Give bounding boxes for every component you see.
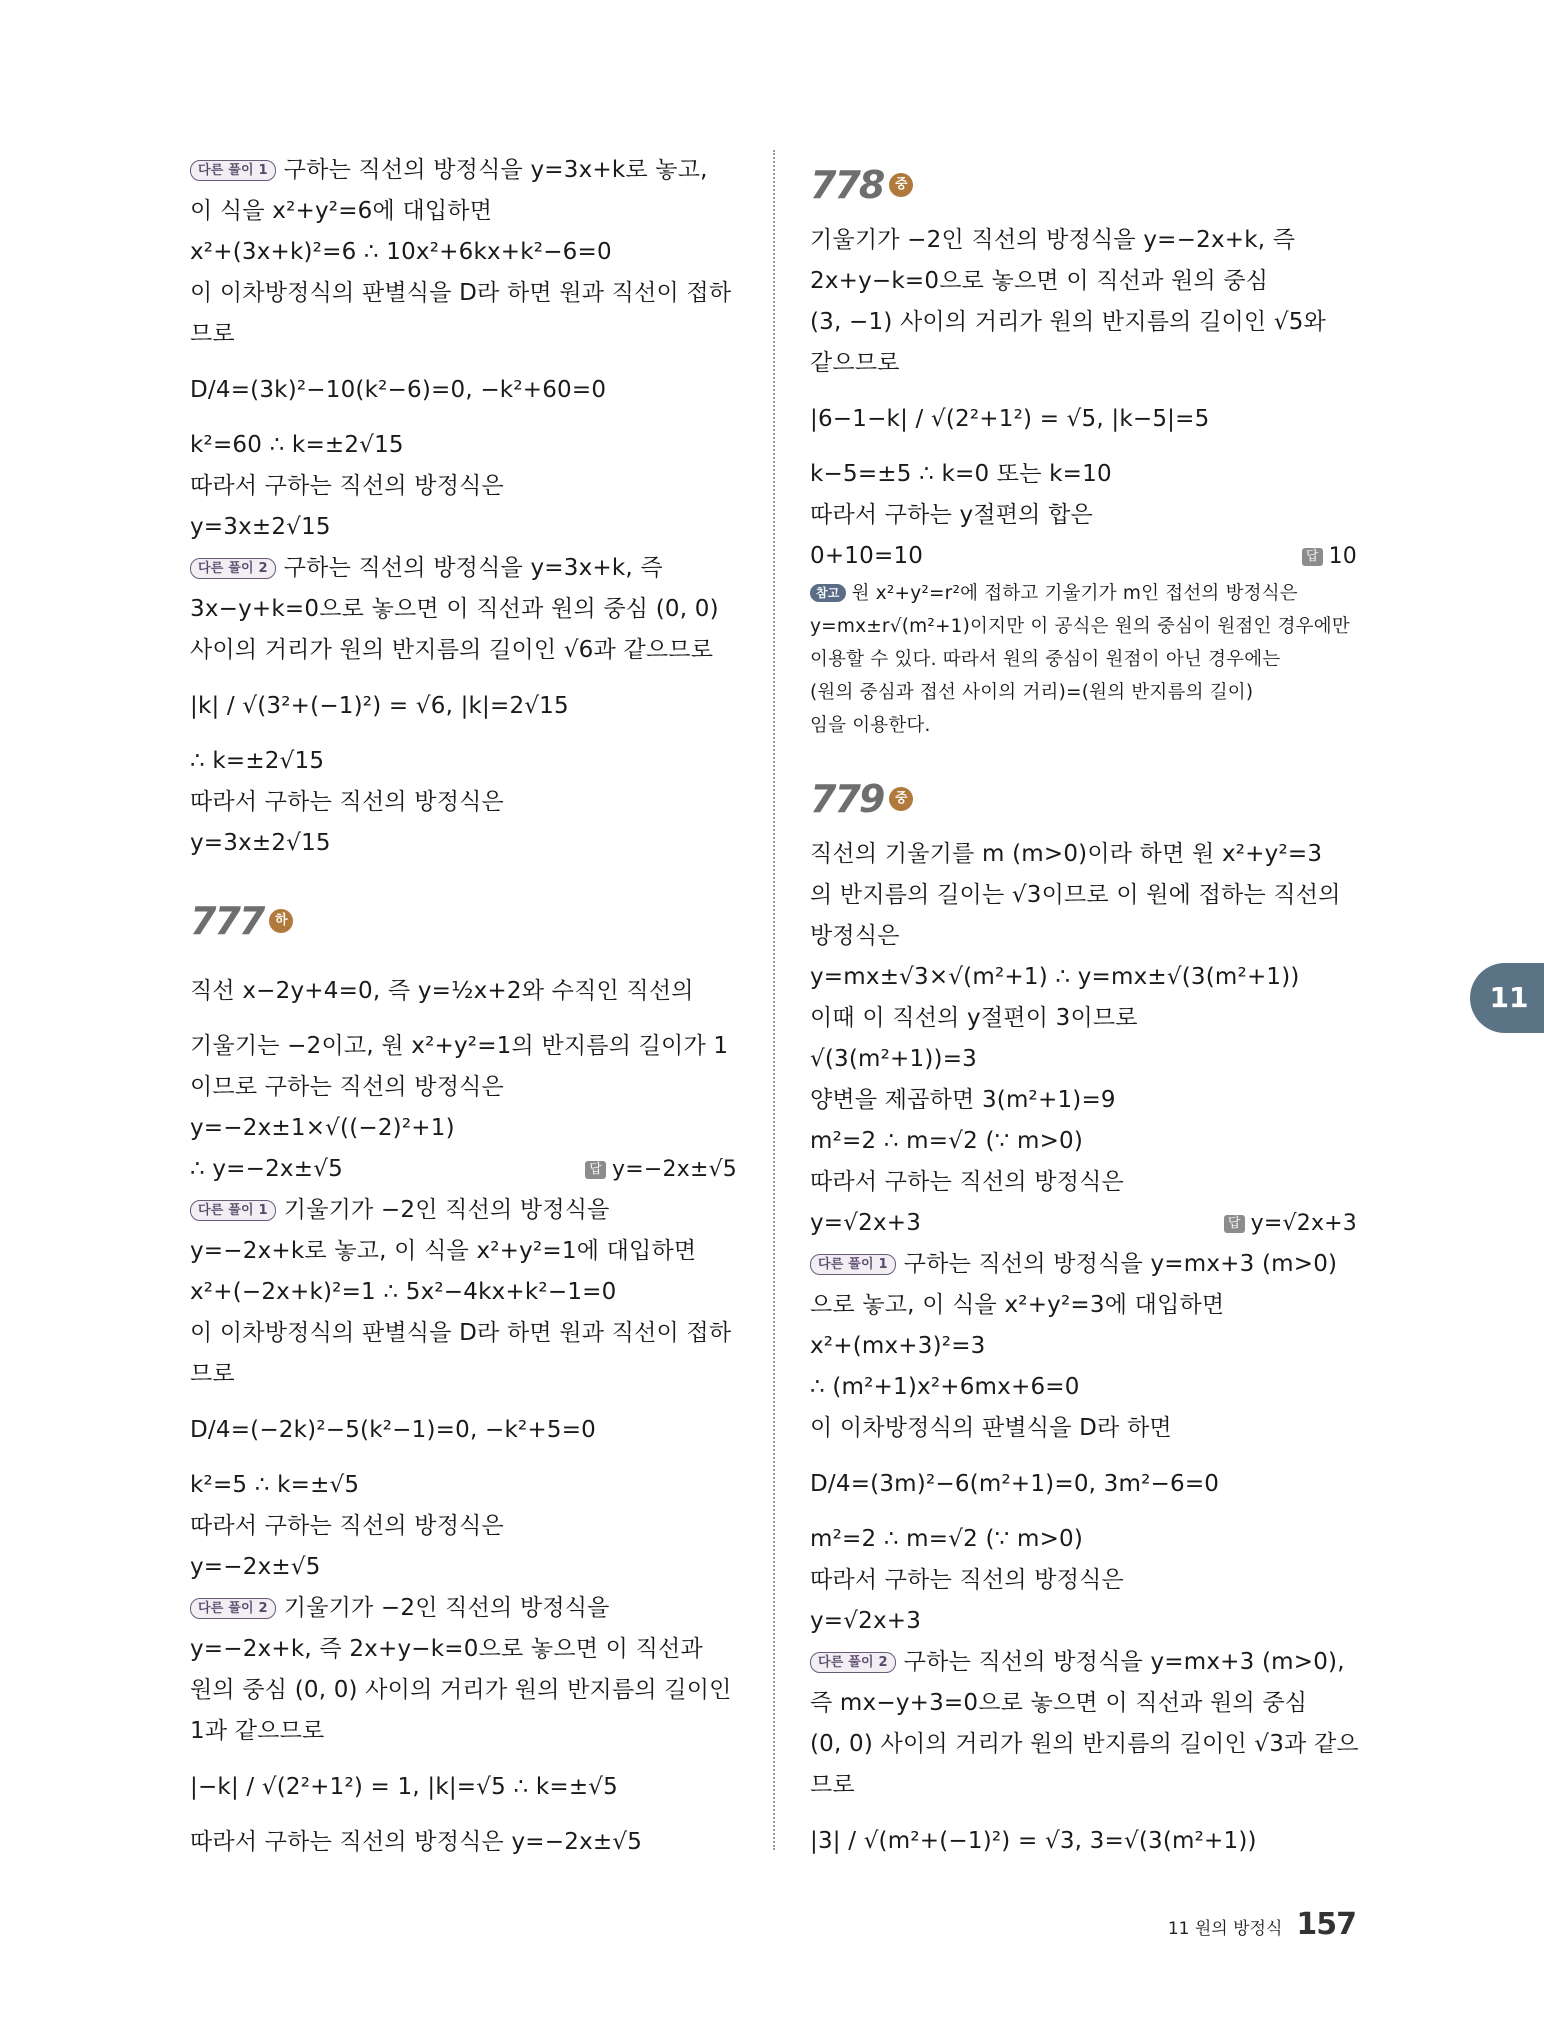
- solution-line: [190, 589, 745, 630]
- solution-text: y=3x±2√15: [190, 514, 331, 540]
- solution-text: 따라서 구하는 직선의 방정식은: [810, 1567, 1124, 1593]
- solution-text: x²+(3x+k)²=6 ∴ 10x²+6kx+k²−6=0: [190, 239, 612, 265]
- solution-line: [190, 741, 745, 782]
- alt-solution-badge: 다른 풀이 1: [190, 160, 276, 181]
- solution-line: [810, 1601, 1365, 1642]
- solution-line: [810, 1121, 1365, 1162]
- solution-text: k²=5 ∴ k=±√5: [190, 1472, 360, 1498]
- solution-text: ∴ k=±2√15: [190, 748, 325, 774]
- solution-line: [190, 1067, 745, 1108]
- solution-text: 기울기가 −2인 직선의 방정식을: [283, 1595, 610, 1621]
- solution-text: 므로: [810, 1772, 855, 1798]
- solution-line: [810, 384, 1365, 454]
- solution-line: [810, 1326, 1365, 1367]
- left-column: [190, 150, 745, 1863]
- solution-text: 이 식을 x²+y²=6에 대입하면: [190, 198, 493, 224]
- solution-line: [810, 1642, 1365, 1683]
- solution-text: 기울기는 −2이고, 원 x²+y²=1의 반지름의 길이가 1: [190, 1033, 729, 1059]
- solution-line: [190, 548, 745, 589]
- solution-text: 방정식은: [810, 923, 900, 949]
- note-text: (원의 중심과 접선 사이의 거리)=(원의 반지름의 길이): [810, 682, 1254, 703]
- solution-line: [810, 998, 1365, 1039]
- solution-text: 즉 mx−y+3=0으로 놓으면 이 직선과 원의 중심: [810, 1690, 1308, 1716]
- note-line: [810, 577, 1365, 610]
- solution-line: [810, 302, 1365, 343]
- solution-text: 구하는 직선의 방정식을 y=3x+k로 놓고,: [283, 157, 708, 183]
- solution-line: [810, 1080, 1365, 1121]
- difficulty-badge: 중: [889, 173, 913, 197]
- solution-text: 으로 놓고, 이 식을 x²+y²=3에 대입하면: [810, 1292, 1225, 1318]
- page-footer: [1168, 1907, 1356, 1942]
- solution-text: √(3(m²+1))=3: [810, 1046, 978, 1072]
- solution-line: [190, 1026, 745, 1067]
- solution-line: [810, 834, 1365, 875]
- solution-text: y=−2x±√5: [190, 1554, 321, 1580]
- solution-text: 구하는 직선의 방정식을 y=mx+3 (m>0),: [903, 1649, 1345, 1675]
- spacer: [190, 864, 745, 886]
- solution-line: [190, 956, 745, 1026]
- solution-text: |3| / √(m²+(−1)²) = √3, 3=√(3(m²+1)): [810, 1828, 1257, 1854]
- solution-text: 직선 x−2y+4=0, 즉 y=½x+2와 수직인 직선의: [190, 978, 694, 1004]
- solution-text: k−5=±5 ∴ k=0 또는 k=10: [810, 461, 1112, 487]
- solution-text: 양변을 제곱하면 3(m²+1)=9: [810, 1087, 1116, 1113]
- answer-value: y=−2x±√5: [612, 1157, 737, 1182]
- answer: [1224, 1203, 1357, 1244]
- solution-line: [810, 1765, 1365, 1806]
- solution-text: 따라서 구하는 y절편의 합은: [810, 502, 1093, 528]
- solution-line: [810, 1244, 1365, 1285]
- problem-number: 779: [810, 777, 884, 821]
- solution-line: [190, 630, 745, 671]
- solution-line: [190, 1465, 745, 1506]
- alt-solution-badge: 다른 풀이 2: [190, 558, 276, 579]
- solution-line: [810, 536, 1365, 577]
- solution-text: 직선의 기울기를 m (m>0)이라 하면 원 x²+y²=3: [810, 841, 1323, 867]
- solution-text: 이 이차방정식의 판별식을 D라 하면 원과 직선이 접하: [190, 280, 732, 306]
- note-line: [810, 610, 1365, 643]
- solution-text: 따라서 구하는 직선의 방정식은: [190, 1513, 504, 1539]
- solution-text: 따라서 구하는 직선의 방정식은: [190, 789, 504, 815]
- solution-text: y=mx±√3×√(m²+1) ∴ y=mx±√(3(m²+1)): [810, 964, 1300, 990]
- alt-solution-badge: 다른 풀이 2: [190, 1598, 276, 1619]
- solution-line: [190, 1547, 745, 1588]
- solution-text: 구하는 직선의 방정식을 y=mx+3 (m>0): [903, 1251, 1338, 1277]
- solution-text: 기울기가 −2인 직선의 방정식을: [283, 1197, 610, 1223]
- footer-chapter-title: 11 원의 방정식: [1167, 1919, 1283, 1939]
- solution-line: [190, 1629, 745, 1670]
- difficulty-badge: 하: [269, 909, 293, 933]
- solution-line: [810, 1806, 1365, 1876]
- solution-text: 3x−y+k=0으로 놓으면 이 직선과 원의 중심 (0, 0): [190, 596, 719, 622]
- solution-line: [810, 495, 1365, 536]
- solution-text: x²+(mx+3)²=3: [810, 1333, 986, 1359]
- solution-line: [190, 1711, 745, 1752]
- answer-badge: 답: [585, 1161, 606, 1179]
- solution-line: [810, 1408, 1365, 1449]
- solution-line: [190, 191, 745, 232]
- solution-text: 므로: [190, 321, 235, 347]
- solution-line: [190, 1822, 745, 1863]
- solution-text: 같으므로: [810, 350, 900, 376]
- problem-header: [810, 764, 1365, 834]
- solution-text: 따라서 구하는 직선의 방정식은: [810, 1169, 1124, 1195]
- note-line: [810, 676, 1365, 709]
- alt-solution-badge: 다른 풀이 1: [810, 1254, 896, 1275]
- alt-solution-badge: 다른 풀이 2: [810, 1652, 896, 1673]
- solution-text: D/4=(3m)²−6(m²+1)=0, 3m²−6=0: [810, 1471, 1220, 1497]
- answer: [1302, 536, 1357, 577]
- answer: [585, 1149, 737, 1190]
- solution-text: x²+(−2x+k)²=1 ∴ 5x²−4kx+k²−1=0: [190, 1279, 617, 1305]
- solution-text: y=√2x+3: [810, 1210, 922, 1236]
- solution-text: D/4=(−2k)²−5(k²−1)=0, −k²+5=0: [190, 1417, 596, 1443]
- solution-line: [810, 1367, 1365, 1408]
- solution-line: [810, 875, 1365, 916]
- column-divider: [773, 150, 775, 1850]
- solution-line: [190, 1272, 745, 1313]
- solution-text: 이 이차방정식의 판별식을 D라 하면 원과 직선이 접하: [190, 1320, 732, 1346]
- solution-line: [190, 425, 745, 466]
- solution-text: 기울기가 −2인 직선의 방정식을 y=−2x+k, 즉: [810, 227, 1296, 253]
- solution-line: [810, 1162, 1365, 1203]
- solution-line: [810, 261, 1365, 302]
- solution-text: |6−1−k| / √(2²+1²) = √5, |k−5|=5: [810, 406, 1210, 432]
- solution-text: y=−2x+k로 놓고, 이 식을 x²+y²=1에 대입하면: [190, 1238, 697, 1264]
- solution-text: y=3x±2√15: [190, 830, 331, 856]
- problem-number: 777: [190, 899, 264, 943]
- solution-line: [190, 1752, 745, 1822]
- solution-text: m²=2 ∴ m=√2 (∵ m>0): [810, 1128, 1084, 1154]
- solution-text: m²=2 ∴ m=√2 (∵ m>0): [810, 1526, 1084, 1552]
- solution-line: [190, 1670, 745, 1711]
- solution-line: [810, 1724, 1365, 1765]
- solution-line: [190, 1108, 745, 1149]
- solution-line: [190, 273, 745, 314]
- note-text: y=mx±r√(m²+1)이지만 이 공식은 원의 중심이 원점인 경우에만: [810, 616, 1350, 637]
- spacer: [810, 742, 1365, 764]
- chapter-tab[interactable]: 11: [1470, 963, 1544, 1033]
- solution-text: y=√2x+3: [810, 1608, 922, 1634]
- solution-text: ∴ y=−2x±√5: [190, 1156, 343, 1182]
- solution-line: [190, 1588, 745, 1629]
- solution-line: [810, 220, 1365, 261]
- answer-badge: 답: [1302, 548, 1323, 566]
- solution-line: [190, 314, 745, 355]
- solution-text: y=−2x±1×√((−2)²+1): [190, 1115, 455, 1141]
- solution-text: 이 이차방정식의 판별식을 D라 하면: [810, 1415, 1172, 1441]
- page-number: 157: [1296, 1907, 1356, 1942]
- problem-header: [810, 150, 1365, 220]
- solution-line: [810, 957, 1365, 998]
- solution-line: [190, 823, 745, 864]
- alt-solution-badge: 다른 풀이 1: [190, 1200, 276, 1221]
- note-text: 임을 이용한다.: [810, 715, 931, 736]
- solution-line: [190, 355, 745, 425]
- solution-text: D/4=(3k)²−10(k²−6)=0, −k²+60=0: [190, 377, 607, 403]
- note-line: [810, 643, 1365, 676]
- solution-line: [190, 232, 745, 273]
- solution-text: 0+10=10: [810, 543, 924, 569]
- solution-text: |−k| / √(2²+1²) = 1, |k|=√5 ∴ k=±√5: [190, 1774, 618, 1800]
- solution-text: 므로: [190, 1361, 235, 1387]
- solution-line: [190, 782, 745, 823]
- note-line: [810, 709, 1365, 742]
- note-badge: 참고: [810, 584, 846, 602]
- solution-text: k²=60 ∴ k=±2√15: [190, 432, 404, 458]
- solution-line: [190, 1149, 745, 1190]
- solution-text: 2x+y−k=0으로 놓으면 이 직선과 원의 중심: [810, 268, 1269, 294]
- solution-line: [810, 1560, 1365, 1601]
- solution-line: [190, 150, 745, 191]
- solution-line: [810, 454, 1365, 495]
- note-text: 이용할 수 있다. 따라서 원의 중심이 원점이 아닌 경우에는: [810, 649, 1281, 670]
- solution-text: (3, −1) 사이의 거리가 원의 반지름의 길이인 √5와: [810, 309, 1326, 335]
- solution-text: 1과 같으므로: [190, 1718, 325, 1744]
- solution-line: [190, 1354, 745, 1395]
- solution-text: 이므로 구하는 직선의 방정식은: [190, 1074, 504, 1100]
- solution-text: 원의 중심 (0, 0) 사이의 거리가 원의 반지름의 길이인: [190, 1677, 732, 1703]
- note-text: 원 x²+y²=r²에 접하고 기울기가 m인 접선의 방정식은: [851, 583, 1298, 604]
- answer-badge: 답: [1224, 1215, 1245, 1233]
- right-column: [810, 150, 1365, 1876]
- problem-number: 778: [810, 163, 884, 207]
- solution-line: [810, 1203, 1365, 1244]
- solution-line: [810, 1285, 1365, 1326]
- solution-text: 이때 이 직선의 y절편이 3이므로: [810, 1005, 1138, 1031]
- solution-line: [190, 1506, 745, 1547]
- solution-line: [810, 343, 1365, 384]
- solution-text: 따라서 구하는 직선의 방정식은 y=−2x±√5: [190, 1829, 643, 1855]
- solution-line: [810, 916, 1365, 957]
- solution-line: [190, 1313, 745, 1354]
- solution-line: [810, 1039, 1365, 1080]
- solution-line: [190, 1190, 745, 1231]
- solution-text: 따라서 구하는 직선의 방정식은: [190, 473, 504, 499]
- solution-text: 구하는 직선의 방정식을 y=3x+k, 즉: [283, 555, 663, 581]
- difficulty-badge: 중: [889, 787, 913, 811]
- solution-text: 사이의 거리가 원의 반지름의 길이인 √6과 같으므로: [190, 637, 714, 663]
- problem-header: [190, 886, 745, 956]
- solution-line: [190, 466, 745, 507]
- solution-text: |k| / √(3²+(−1)²) = √6, |k|=2√15: [190, 693, 569, 719]
- solution-line: [190, 1231, 745, 1272]
- solution-text: 의 반지름의 길이는 √3이므로 이 원에 접하는 직선의: [810, 882, 1341, 908]
- solution-text: y=−2x+k, 즉 2x+y−k=0으로 놓으면 이 직선과: [190, 1636, 703, 1662]
- solution-line: [190, 507, 745, 548]
- solution-line: [190, 1395, 745, 1465]
- solution-line: [810, 1683, 1365, 1724]
- solution-text: ∴ (m²+1)x²+6mx+6=0: [810, 1374, 1080, 1400]
- solution-line: [810, 1519, 1365, 1560]
- answer-value: y=√2x+3: [1250, 1211, 1357, 1236]
- answer-value: 10: [1328, 544, 1357, 569]
- solution-text: (0, 0) 사이의 거리가 원의 반지름의 길이인 √3과 같으: [810, 1731, 1359, 1757]
- solution-line: [190, 671, 745, 741]
- solution-line: [810, 1449, 1365, 1519]
